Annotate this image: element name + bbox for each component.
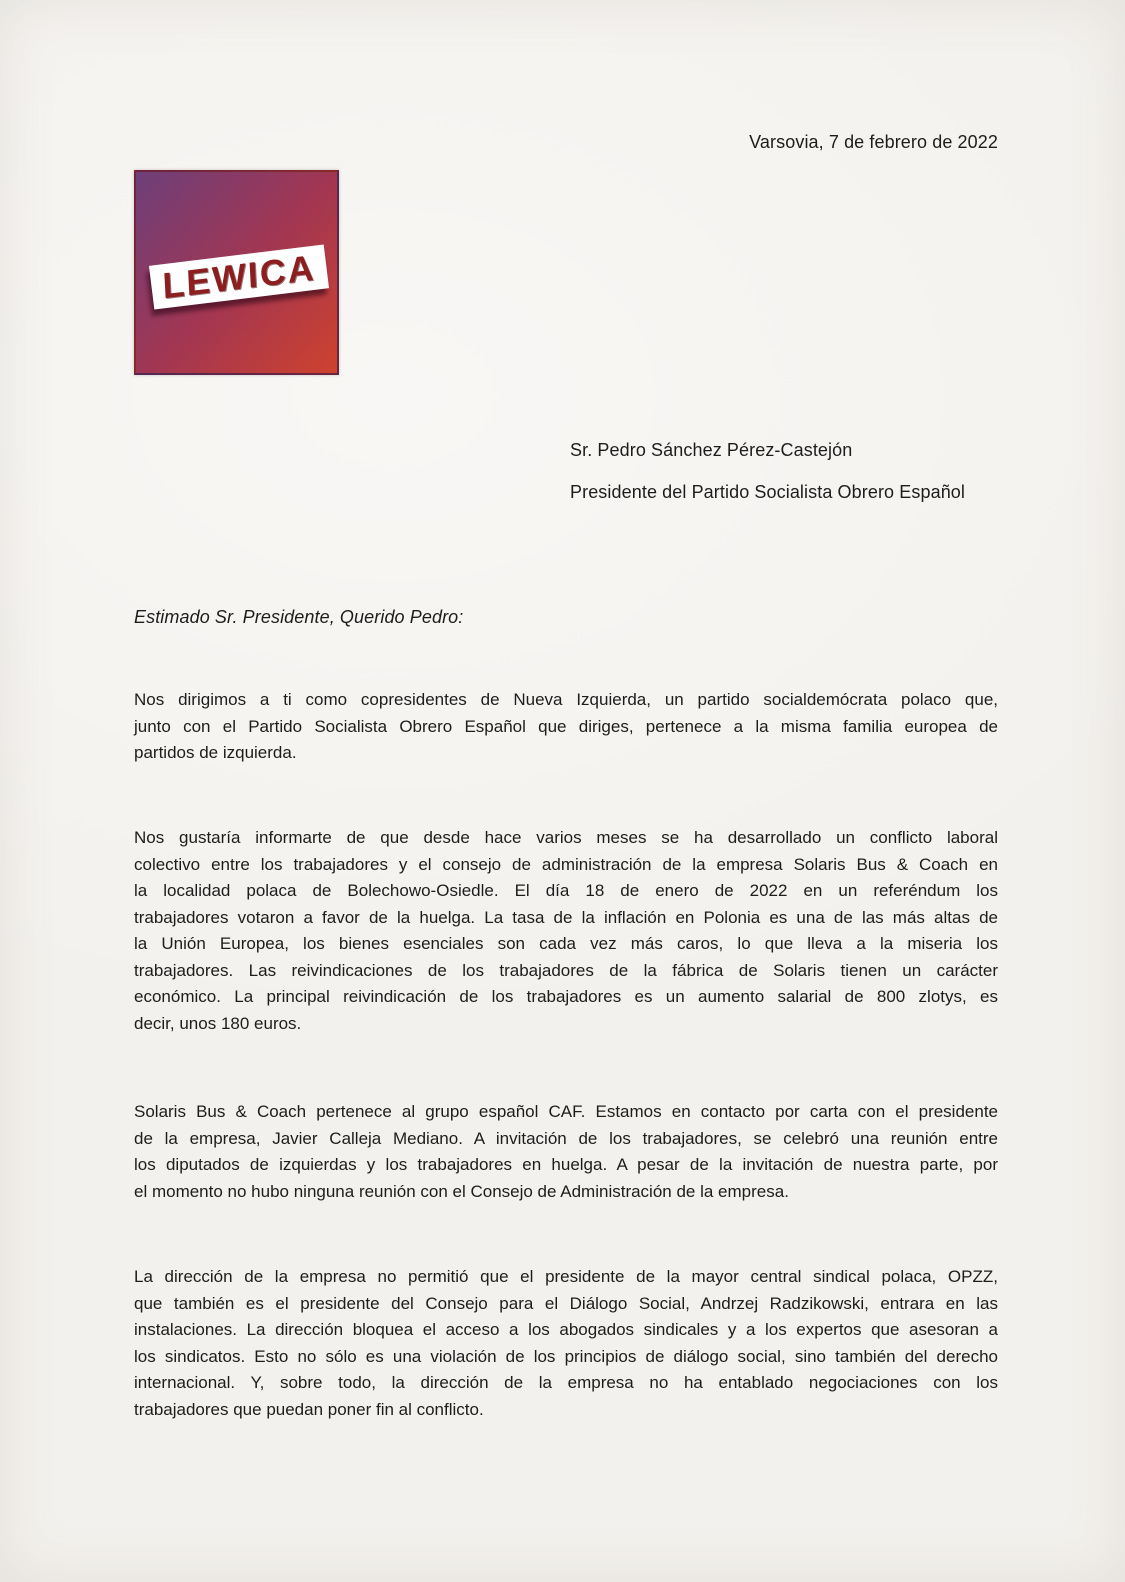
paragraph-line: Nos dirigimos a ti como copresidentes de Nueva Izquierda, un partido socialdemócrata polaco que, xyxy=(134,690,998,709)
paragraph-line: instalaciones. La dirección bloquea el acceso a los abogados sindicales y a los expertos que asesoran a xyxy=(134,1320,998,1339)
paragraph-line: internacional. Y, sobre todo, la dirección de la empresa no ha entablado negociaciones con los xyxy=(134,1373,998,1392)
paragraph-line: el momento no hubo ninguna reunión con el Consejo de Administración de la empresa. xyxy=(134,1181,789,1201)
paragraph-line: colectivo entre los trabajadores y el consejo de administración de la empresa Solaris Bus & Coach en xyxy=(134,854,998,874)
paragraph-line: la localidad polaca de Bolechowo-Osiedle. El día 18 de enero de 2022 en un referéndum los xyxy=(134,881,998,900)
paragraph-line: los sindicatos. Esto no sólo es una violación de los principios de diálogo social, sino también del derecho xyxy=(134,1346,998,1366)
paragraph-line: La dirección de la empresa no permitió que el presidente de la mayor central sindical polaca, OPZZ, xyxy=(134,1267,998,1286)
paragraph-intro xyxy=(134,687,998,767)
paragraph-conflict-description xyxy=(134,825,998,1037)
recipient-title: Presidente del Partido Socialista Obrero Español xyxy=(570,482,966,502)
salutation-line: Estimado Sr. Presidente, Querido Pedro: xyxy=(134,607,464,627)
paragraph-line: los diputados de izquierdas y los trabajadores en huelga. A pesar de la invitación de nuestra parte, por xyxy=(134,1155,998,1174)
paragraph-line: trabajadores votaron a favor de la huelga. La tasa de la inflación en Polonia es una de las más altas de xyxy=(134,907,998,927)
paragraph-line: trabajadores. Las reivindicaciones de los trabajadores de la fábrica de Solaris tienen un carácter xyxy=(134,960,998,980)
paragraph-line: que también es el presidente del Consejo para el Diálogo Social, Andrzej Radzikowski, entrara en las xyxy=(134,1293,998,1313)
paragraph-management-criticism xyxy=(134,1264,998,1423)
recipient-name: Sr. Pedro Sánchez Pérez-Castejón xyxy=(570,440,853,460)
paragraph-line: Solaris Bus & Coach pertenece al grupo español CAF. Estamos en contacto por carta con el presidente xyxy=(134,1102,998,1121)
paragraph-line: la Unión Europea, los bienes esenciales son cada vez más caros, lo que lleva a la miseria los xyxy=(134,934,998,953)
recipient-block xyxy=(570,429,965,513)
paragraph-line: económico. La principal reivindicación de los trabajadores es un aumento salarial de 800 zlotys, es xyxy=(134,987,998,1006)
letter-date: Varsovia, 7 de febrero de 2022 xyxy=(749,132,998,152)
paragraph-line: trabajadores que puedan poner fin al conflicto. xyxy=(134,1399,484,1419)
paragraph-line: Nos gustaría informarte de que desde hace varios meses se ha desarrollado un conflicto laboral xyxy=(134,828,998,847)
paragraph-caf-contact xyxy=(134,1099,998,1205)
paragraph-line: de la empresa, Javier Calleja Mediano. A invitación de los trabajadores, se celebró una reunión entre xyxy=(134,1128,998,1148)
lewica-logo-banner xyxy=(149,244,329,309)
paragraph-line: partidos de izquierda. xyxy=(134,743,297,762)
paragraph-line: junto con el Partido Socialista Obrero Español que diriges, pertenece a la misma familia europea de xyxy=(134,716,998,736)
lewica-logo-icon xyxy=(134,170,339,375)
lewica-logo-text: LEWICA xyxy=(161,246,317,307)
paragraph-line: decir, unos 180 euros. xyxy=(134,1013,302,1033)
